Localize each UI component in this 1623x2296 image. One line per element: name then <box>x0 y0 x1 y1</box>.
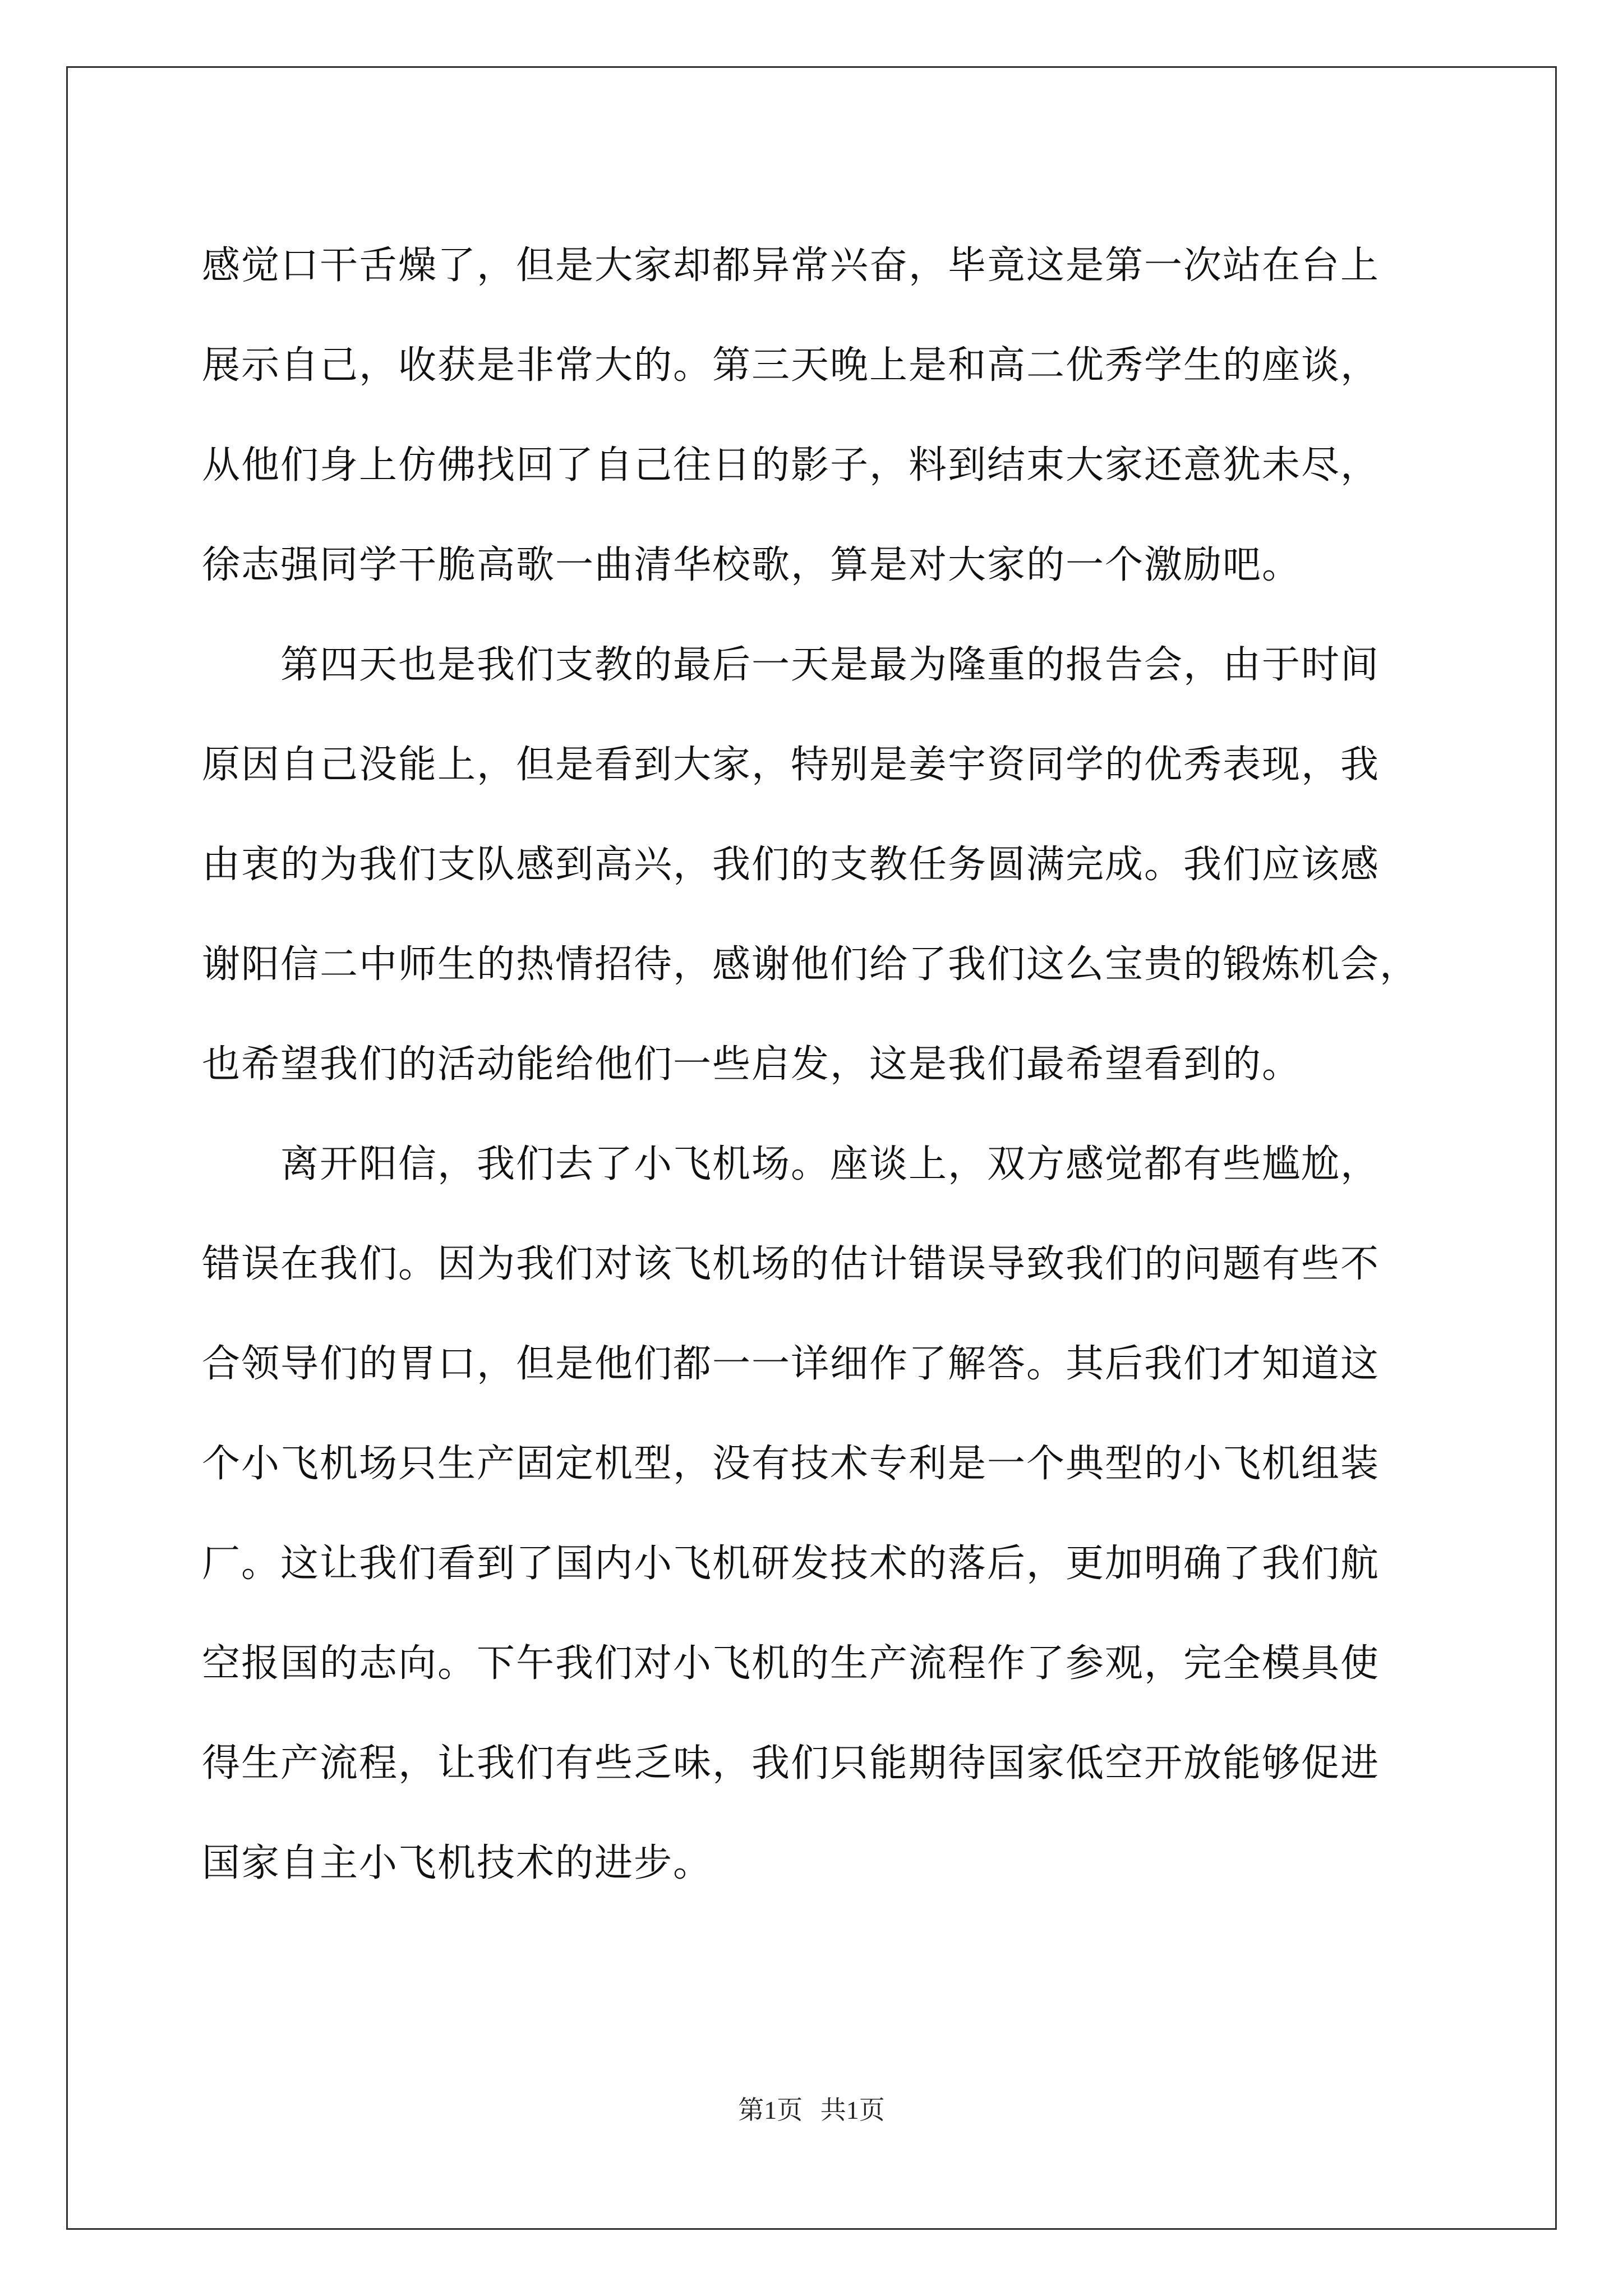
text-line: 合领导们的胃口，但是他们都一一详细作了解答。其后我们才知道这 <box>202 1342 1380 1386</box>
text-line: 空报国的志向。下午我们对小飞机的生产流程作了参观，完全模具使 <box>202 1641 1380 1686</box>
text-line: 也希望我们的活动能给他们一些启发，这是我们最希望看到的。 <box>202 1042 1302 1087</box>
text-line: 国家自主小飞机技术的进步。 <box>202 1841 713 1885</box>
page-number: 第1页 <box>738 2096 803 2124</box>
text-line: 谢阳信二中师生的热情招待，感谢他们给了我们这么宝贵的锻炼机会， <box>202 942 1419 987</box>
text-line: 徐志强同学干脆高歌一曲清华校歌，算是对大家的一个激励吧。 <box>202 543 1302 587</box>
text-line: 离开阳信，我们去了小飞机场。座谈上，双方感觉都有些尴尬， <box>202 1142 1380 1186</box>
text-line: 第四天也是我们支教的最后一天是最为隆重的报告会，由于时间 <box>202 643 1380 687</box>
text-line: 错误在我们。因为我们对该飞机场的估计错误导致我们的问题有些不 <box>202 1242 1380 1286</box>
text-line: 厂。这让我们看到了国内小飞机研发技术的落后，更加明确了我们航 <box>202 1542 1380 1586</box>
text-line: 由衷的为我们支队感到高兴，我们的支教任务圆满完成。我们应该感 <box>202 843 1380 887</box>
document-body <box>202 216 1433 1913</box>
page-total: 共1页 <box>820 2096 885 2124</box>
text-line: 个小飞机场只生产固定机型，没有技术专利是一个典型的小飞机组装 <box>202 1442 1380 1486</box>
text-line: 得生产流程，让我们有些乏味，我们只能期待国家低空开放能够促进 <box>202 1741 1380 1786</box>
text-line: 感觉口干舌燥了，但是大家却都异常兴奋，毕竟这是第一次站在台上 <box>202 243 1380 288</box>
text-line: 原因自己没能上，但是看到大家，特别是姜宇资同学的优秀表现，我 <box>202 743 1380 787</box>
text-line: 展示自己，收获是非常大的。第三天晚上是和高二优秀学生的座谈， <box>202 343 1380 388</box>
text-line: 从他们身上仿佛找回了自己往日的影子，料到结束大家还意犹未尽， <box>202 443 1380 487</box>
page-footer <box>0 2090 1623 2127</box>
